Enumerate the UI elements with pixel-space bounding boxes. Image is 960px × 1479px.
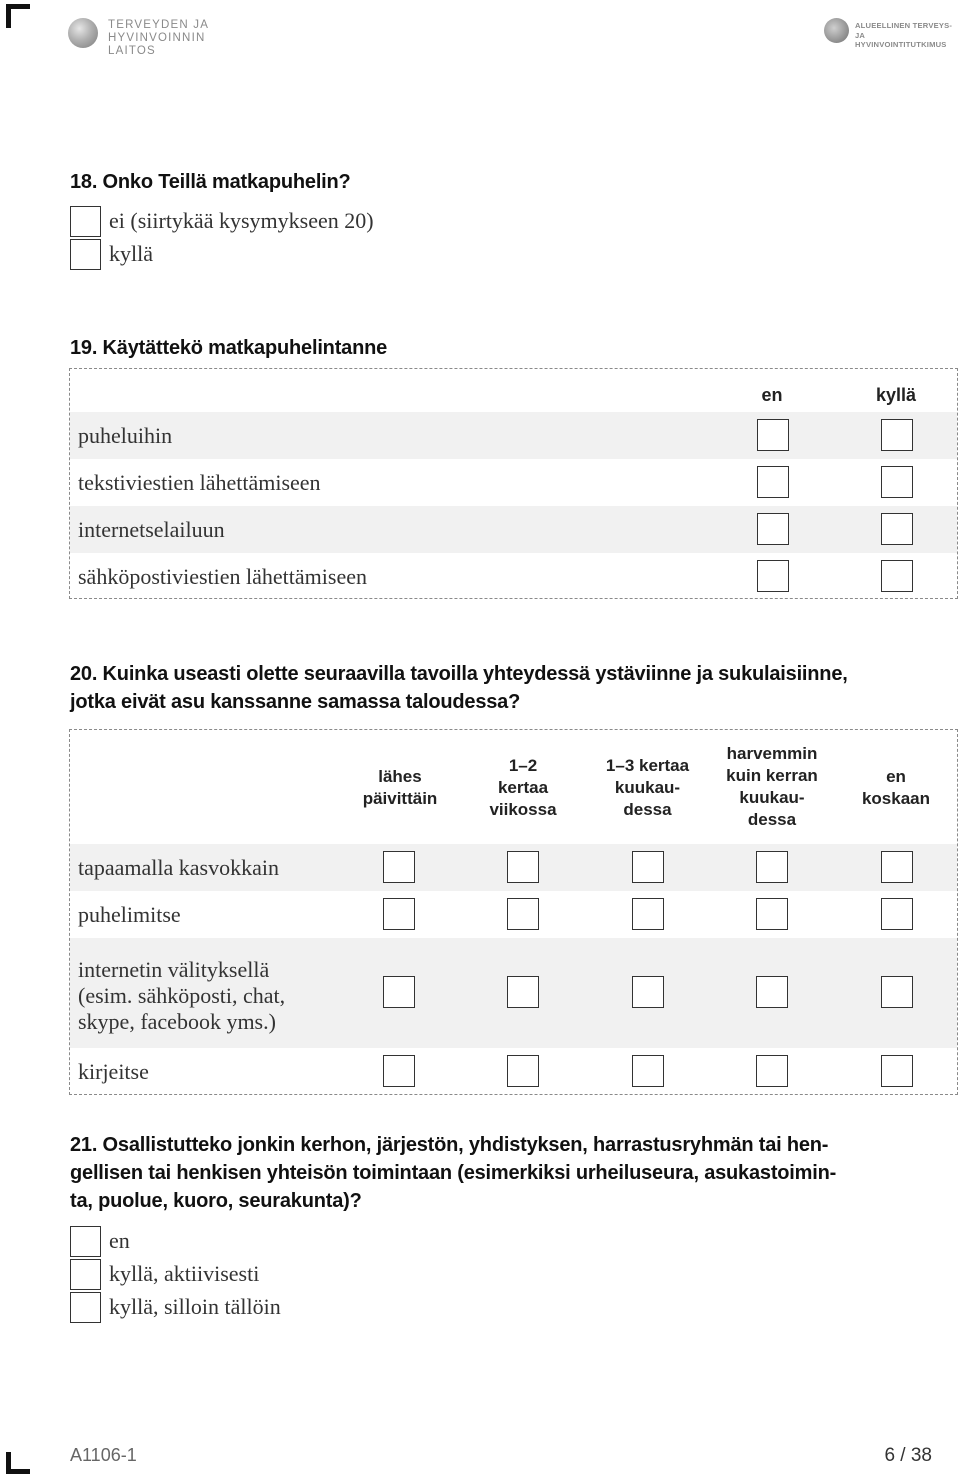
ath-logo bbox=[824, 18, 956, 49]
q20-r3-c3-checkbox[interactable] bbox=[632, 976, 664, 1008]
thl-logo bbox=[68, 16, 238, 57]
question-21-title: 21. Osallistutteko jonkin kerhon, järjestön, yhdistyksen, harrastusryhmän tai hen- gellisen tai henkisen yhteisön toimintaan (esimerkiksi urheiluseura, asukastoimin- ta, puolue, kuoro, seurakunta)? bbox=[70, 1134, 837, 1212]
q19-col-en: en bbox=[761, 385, 783, 405]
seal-icon bbox=[824, 18, 849, 43]
q19-r1-en-checkbox[interactable] bbox=[757, 419, 789, 451]
q19-r2-en-checkbox[interactable] bbox=[757, 466, 789, 498]
ath-logo-text: ALUEELLINEN TERVEYS- JA HYVINVOINTITUTKIMUS bbox=[855, 21, 953, 49]
q21-option-sometimes[interactable]: kyllä, silloin tällöin bbox=[70, 1292, 281, 1322]
q19-r4-kylla-checkbox[interactable] bbox=[881, 560, 913, 592]
q19-row-sahkoposti: sähköpostiviestien lähettämiseen bbox=[70, 553, 957, 599]
q20-r1-c4-checkbox[interactable] bbox=[756, 851, 788, 883]
q20-row-internet: internetin välityksellä (esim. sähköposti, chat, skype, facebook yms.) bbox=[70, 938, 957, 1048]
q20-r4-c4-checkbox[interactable] bbox=[756, 1055, 788, 1087]
question-20-title: 20. Kuinka useasti olette seuraavilla tavoilla yhteydessä ystäviinne ja sukulaisiinne, jotka eivät asu kanssanne samassa taloudessa? bbox=[70, 663, 848, 713]
q19-row-internet: internetselailuun bbox=[70, 506, 957, 553]
checkbox[interactable] bbox=[70, 1259, 101, 1290]
q20-r4-c2-checkbox[interactable] bbox=[507, 1055, 539, 1087]
q21-option-active[interactable]: kyllä, aktiivisesti bbox=[70, 1259, 259, 1289]
q20-r4-c1-checkbox[interactable] bbox=[383, 1055, 415, 1087]
q19-row-tekstiviestit: tekstiviestien lähettämiseen bbox=[70, 459, 957, 506]
q20-r2-c4-checkbox[interactable] bbox=[756, 898, 788, 930]
q19-r2-kylla-checkbox[interactable] bbox=[881, 466, 913, 498]
checkbox[interactable] bbox=[70, 1292, 101, 1323]
q20-r3-c5-checkbox[interactable] bbox=[881, 976, 913, 1008]
q20-r1-c2-checkbox[interactable] bbox=[507, 851, 539, 883]
form-code: A1106-1 bbox=[70, 1445, 137, 1465]
q19-col-kylla: kyllä bbox=[875, 385, 917, 405]
checkbox[interactable] bbox=[70, 206, 101, 237]
q20-r4-c3-checkbox[interactable] bbox=[632, 1055, 664, 1087]
q19-r3-kylla-checkbox[interactable] bbox=[881, 513, 913, 545]
q19-r3-en-checkbox[interactable] bbox=[757, 513, 789, 545]
q20-r2-c3-checkbox[interactable] bbox=[632, 898, 664, 930]
q20-r2-c1-checkbox[interactable] bbox=[383, 898, 415, 930]
q19-table bbox=[69, 368, 958, 599]
q20-col-rarely: harvemmin kuin kerran kuukau- dessa bbox=[726, 744, 818, 829]
q20-r2-c5-checkbox[interactable] bbox=[881, 898, 913, 930]
question-19-title: 19. Käytättekö matkapuhelintanne bbox=[70, 337, 388, 359]
checkbox[interactable] bbox=[70, 239, 101, 270]
q18-option-yes[interactable]: kyllä bbox=[70, 239, 153, 269]
checkbox[interactable] bbox=[70, 1226, 101, 1257]
globe-icon bbox=[68, 18, 98, 48]
q20-table bbox=[69, 729, 958, 1095]
q20-r4-c5-checkbox[interactable] bbox=[881, 1055, 913, 1087]
page-number: 6 / 38 bbox=[884, 1445, 932, 1466]
question-18-title: 18. Onko Teillä matkapuhelin? bbox=[70, 171, 351, 193]
q20-r1-c3-checkbox[interactable] bbox=[632, 851, 664, 883]
q20-col-weekly: 1–2 kertaa viikossa bbox=[489, 756, 557, 819]
q20-row-face-to-face: tapaamalla kasvokkain bbox=[70, 844, 957, 891]
q20-r1-c1-checkbox[interactable] bbox=[383, 851, 415, 883]
q20-r3-c4-checkbox[interactable] bbox=[756, 976, 788, 1008]
q19-r4-en-checkbox[interactable] bbox=[757, 560, 789, 592]
q20-row-letters: kirjeitse bbox=[70, 1048, 957, 1095]
q21-option-no[interactable]: en bbox=[70, 1226, 130, 1256]
q20-col-daily: lähes päivittäin bbox=[362, 767, 438, 808]
q20-col-monthly: 1–3 kertaa kuukau- dessa bbox=[605, 756, 690, 819]
thl-logo-text: TERVEYDEN JA HYVINVOINNIN LAITOS bbox=[108, 19, 210, 57]
q20-row-phone: puhelimitse bbox=[70, 891, 957, 938]
q19-row-puheluihin: puheluihin bbox=[70, 412, 957, 459]
q20-col-never: en koskaan bbox=[861, 767, 931, 808]
q19-r1-kylla-checkbox[interactable] bbox=[881, 419, 913, 451]
q20-r2-c2-checkbox[interactable] bbox=[507, 898, 539, 930]
q20-r3-c2-checkbox[interactable] bbox=[507, 976, 539, 1008]
q20-r3-c1-checkbox[interactable] bbox=[383, 976, 415, 1008]
q20-r1-c5-checkbox[interactable] bbox=[881, 851, 913, 883]
q18-option-no[interactable]: ei (siirtykää kysymykseen 20) bbox=[70, 206, 374, 236]
